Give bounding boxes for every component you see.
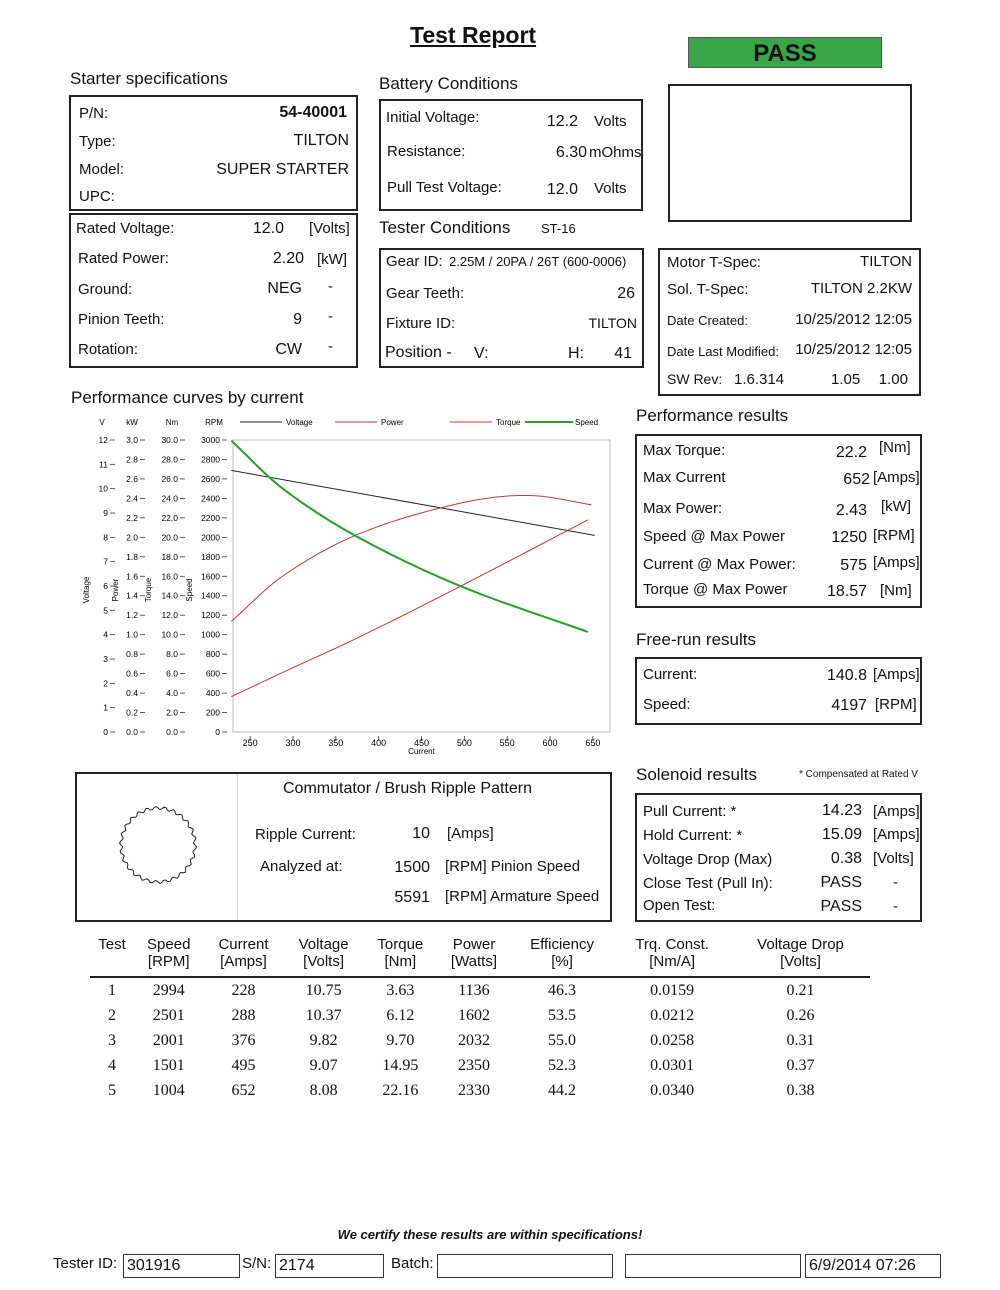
y-tick-label: 6 bbox=[103, 581, 108, 591]
rated-voltage-value: 12.0 bbox=[252, 220, 284, 237]
y-tick-label: 12.0 bbox=[161, 610, 178, 621]
freerun-speed-value: 4197 bbox=[831, 697, 867, 714]
y-tick-label: 2000 bbox=[201, 532, 220, 543]
y-tick-label: 4.0 bbox=[166, 688, 178, 699]
chart-heading: Performance curves by current bbox=[71, 388, 304, 407]
max-torque-value: 22.2 bbox=[835, 444, 867, 461]
table-cell: 0.38 bbox=[786, 1081, 815, 1099]
close-test-value: PASS bbox=[820, 874, 862, 891]
initial-voltage-label: Initial Voltage: bbox=[386, 109, 480, 126]
y-tick-label: 3 bbox=[103, 654, 108, 664]
table-cell: 0.26 bbox=[786, 1006, 815, 1024]
table-cell: 2 bbox=[108, 1006, 117, 1024]
y-tick-label: 11 bbox=[99, 459, 108, 470]
battery-heading: Battery Conditions bbox=[379, 74, 518, 93]
x-tick-label: 500 bbox=[456, 738, 472, 748]
open-test-value: PASS bbox=[820, 898, 862, 915]
table-cell: 1136 bbox=[458, 981, 490, 999]
pull-current-value: 14.23 bbox=[821, 802, 862, 819]
ripple-divider bbox=[237, 774, 238, 920]
legend-label-torque: Torque bbox=[496, 418, 521, 427]
axis-title: Speed bbox=[185, 578, 194, 602]
tester-id-field[interactable]: 301916 bbox=[123, 1254, 240, 1278]
open-test-unit: - bbox=[893, 898, 898, 915]
armature-speed-unit: [RPM] Armature Speed bbox=[445, 888, 600, 905]
ground-label: Ground: bbox=[78, 281, 133, 298]
table-cell: 10.37 bbox=[305, 1006, 342, 1024]
close-test-unit: - bbox=[893, 874, 898, 891]
resistance-value: 6.30 bbox=[555, 144, 587, 161]
table-cell: 2001 bbox=[152, 1031, 185, 1049]
date-created-label: Date Created: bbox=[667, 313, 748, 328]
type-value: TILTON bbox=[293, 132, 349, 149]
freerun-speed-label: Speed: bbox=[643, 696, 691, 713]
extra-field[interactable] bbox=[625, 1254, 801, 1278]
legend-label-speed: Speed bbox=[575, 418, 599, 427]
motor-box bbox=[658, 248, 921, 396]
table-cell: 1501 bbox=[152, 1056, 185, 1074]
freerun-heading: Free-run results bbox=[636, 630, 756, 649]
y-tick-label: 2.0 bbox=[166, 707, 178, 718]
y-tick-label: 1800 bbox=[201, 551, 220, 562]
perf-heading: Performance results bbox=[636, 406, 789, 425]
table-row bbox=[90, 1053, 870, 1078]
results-table bbox=[90, 934, 870, 1103]
series-line-voltage bbox=[231, 470, 594, 535]
freerun-speed-unit: [RPM] bbox=[875, 696, 917, 713]
batch-label: Batch: bbox=[391, 1255, 434, 1272]
table-cell: 0.0212 bbox=[650, 1006, 695, 1024]
position-v-label: V: bbox=[474, 345, 489, 362]
y-tick-label: 2.6 bbox=[126, 473, 138, 484]
y-tick-label: 0.4 bbox=[126, 688, 138, 699]
table-cell: 0.0340 bbox=[650, 1081, 695, 1099]
y-tick-label: 1 bbox=[103, 702, 108, 713]
table-cell: 2330 bbox=[457, 1081, 490, 1099]
y-tick-label: 1200 bbox=[201, 610, 220, 621]
table-cell: 9.82 bbox=[309, 1031, 338, 1049]
table-cell: 652 bbox=[231, 1081, 256, 1099]
max-torque-label: Max Torque: bbox=[643, 442, 726, 459]
motor-tspec-value: TILTON bbox=[860, 253, 912, 270]
pinion-speed-value: 1500 bbox=[394, 859, 430, 876]
max-current-unit: [Amps] bbox=[873, 469, 920, 486]
pull-voltage-label: Pull Test Voltage: bbox=[387, 179, 502, 196]
ripple-current-value: 10 bbox=[412, 825, 430, 842]
plot-area bbox=[233, 440, 610, 732]
series-line-torque bbox=[231, 520, 588, 697]
pinion-speed-unit: [RPM] Pinion Speed bbox=[445, 858, 581, 875]
pull-voltage-unit: Volts bbox=[594, 180, 627, 197]
legend-label-power: Power bbox=[381, 418, 404, 427]
ripple-pattern-graphic bbox=[115, 802, 201, 888]
axis-title: Power bbox=[111, 578, 120, 602]
close-test-label: Close Test (Pull In): bbox=[643, 875, 773, 892]
sw-rev-label: SW Rev: bbox=[667, 371, 723, 387]
sol-tspec-value: TILTON 2.2KW bbox=[810, 280, 912, 297]
motor-tspec-label: Motor T-Spec: bbox=[667, 254, 761, 271]
y-tick-label: 0.2 bbox=[126, 707, 138, 718]
y-tick-label: 4 bbox=[103, 629, 108, 640]
table-body bbox=[90, 977, 870, 1103]
series-line-speed bbox=[231, 441, 588, 632]
y-tick-label: 10 bbox=[98, 483, 108, 494]
rotation-unit: - bbox=[328, 338, 333, 355]
table-cell: 3.63 bbox=[386, 981, 415, 999]
x-axis-label: Current bbox=[408, 747, 435, 756]
gear-id-label: Gear ID: bbox=[386, 253, 443, 270]
max-power-label: Max Power: bbox=[643, 500, 723, 517]
y-tick-label: 200 bbox=[205, 707, 220, 718]
y-tick-label: 2 bbox=[103, 678, 108, 689]
y-tick-label: 2400 bbox=[201, 493, 220, 504]
table-cell: 10.75 bbox=[305, 981, 342, 999]
initial-voltage-value: 12.2 bbox=[546, 113, 578, 130]
y-tick-label: 6.0 bbox=[166, 668, 178, 679]
starter-box bbox=[69, 95, 358, 211]
table-cell: 6.12 bbox=[386, 1006, 415, 1024]
table-cell: 376 bbox=[231, 1031, 256, 1049]
model-label: Model: bbox=[79, 161, 125, 178]
table-cell: 1004 bbox=[152, 1081, 185, 1099]
table-cell: 2032 bbox=[457, 1031, 490, 1049]
current-max-power-label: Current @ Max Power: bbox=[643, 556, 796, 573]
torque-max-power-label: Torque @ Max Power bbox=[643, 581, 788, 598]
y-tick-label: 20.0 bbox=[161, 532, 178, 543]
table-header-0: Test bbox=[98, 936, 126, 953]
table-header-6: Efficiency [%] bbox=[530, 936, 594, 970]
max-power-value: 2.43 bbox=[835, 502, 867, 519]
axis-title: Torque bbox=[144, 577, 153, 603]
y-tick-label: 1.2 bbox=[126, 610, 138, 621]
table-cell: 0.0159 bbox=[650, 981, 695, 999]
hold-current-unit: [Amps] bbox=[873, 826, 920, 843]
pinion-value: 9 bbox=[293, 311, 302, 328]
x-tick-label: 550 bbox=[499, 738, 515, 748]
table-cell: 9.70 bbox=[386, 1031, 415, 1049]
table-row bbox=[90, 977, 870, 1003]
table-cell: 0.31 bbox=[786, 1031, 815, 1049]
y-tick-label: 2.2 bbox=[126, 512, 138, 523]
performance-chart bbox=[80, 410, 620, 760]
table-cell: 8.08 bbox=[309, 1081, 338, 1099]
table-row bbox=[90, 1078, 870, 1103]
speed-max-power-value: 1250 bbox=[831, 529, 867, 546]
gear-teeth-value: 26 bbox=[617, 285, 635, 302]
ripple-box bbox=[75, 772, 612, 922]
pass-badge: PASS bbox=[688, 37, 882, 68]
table-cell: 495 bbox=[231, 1056, 256, 1074]
axis-header: RPM bbox=[205, 418, 223, 427]
freerun-box bbox=[635, 657, 922, 725]
table-cell: 1 bbox=[108, 981, 117, 999]
y-tick-label: 2600 bbox=[201, 473, 220, 484]
resistance-unit: mOhms bbox=[589, 144, 642, 161]
current-max-power-value: 575 bbox=[840, 557, 867, 574]
y-tick-label: 1.6 bbox=[126, 571, 138, 582]
tester-heading: Tester Conditions bbox=[379, 218, 511, 237]
y-tick-label: 0 bbox=[103, 727, 108, 737]
series-line-power bbox=[231, 496, 591, 622]
fixture-value: TILTON bbox=[588, 315, 637, 331]
axis-header: kW bbox=[126, 418, 138, 427]
table-cell: 52.3 bbox=[548, 1056, 577, 1074]
y-tick-label: 26.0 bbox=[161, 473, 178, 484]
y-tick-label: 9 bbox=[103, 508, 108, 518]
x-tick-label: 300 bbox=[285, 738, 301, 748]
pinion-unit: - bbox=[328, 308, 333, 325]
table-header-1: Speed [RPM] bbox=[147, 936, 191, 970]
table-cell: 1602 bbox=[457, 1006, 490, 1024]
y-tick-label: 24.0 bbox=[161, 493, 178, 504]
position-label: Position - bbox=[385, 344, 452, 361]
perf-box bbox=[635, 434, 922, 608]
ripple-heading: Commutator / Brush Ripple Pattern bbox=[283, 780, 532, 797]
pull-voltage-value: 12.0 bbox=[546, 181, 578, 198]
pn-value: 54-40001 bbox=[279, 104, 347, 121]
starter-heading: Starter specifications bbox=[70, 69, 228, 88]
max-current-label: Max Current bbox=[643, 469, 726, 486]
current-max-power-unit: [Amps] bbox=[873, 554, 920, 571]
table-cell: 0.37 bbox=[786, 1056, 815, 1074]
y-tick-label: 10.0 bbox=[161, 629, 178, 640]
y-tick-label: 400 bbox=[205, 688, 220, 699]
voltage-drop-unit: [Volts] bbox=[873, 850, 914, 867]
y-tick-label: 0.0 bbox=[126, 727, 138, 737]
position-h-value: 41 bbox=[614, 345, 632, 362]
table-cell: 9.07 bbox=[309, 1056, 338, 1074]
battery-box bbox=[379, 99, 643, 211]
ground-value: NEG bbox=[267, 280, 302, 297]
y-tick-label: 16.0 bbox=[161, 571, 178, 582]
y-tick-label: 12 bbox=[98, 435, 108, 445]
rated-box bbox=[69, 213, 358, 368]
rated-voltage-unit: [Volts] bbox=[309, 220, 350, 237]
y-tick-label: 2.4 bbox=[126, 493, 138, 504]
rotation-value: CW bbox=[275, 341, 302, 358]
table-row bbox=[90, 1003, 870, 1028]
voltage-drop-value: 0.38 bbox=[830, 850, 862, 867]
y-tick-label: 5 bbox=[103, 605, 108, 616]
y-tick-label: 22.0 bbox=[161, 512, 178, 523]
x-tick-label: 350 bbox=[328, 738, 344, 748]
image-placeholder-box bbox=[668, 84, 912, 222]
pull-current-label: Pull Current: * bbox=[643, 803, 737, 820]
table-header-3: Voltage [Volts] bbox=[298, 936, 349, 970]
table-cell: 0.21 bbox=[786, 981, 815, 999]
y-tick-label: 14.0 bbox=[161, 590, 178, 601]
fixture-label: Fixture ID: bbox=[386, 315, 456, 332]
initial-voltage-unit: Volts bbox=[594, 113, 627, 130]
y-tick-label: 2.8 bbox=[126, 454, 138, 465]
date-modified-value: 10/25/2012 12:05 bbox=[795, 341, 912, 358]
table-row bbox=[90, 1028, 870, 1053]
table-header-7: Trq. Const. [Nm/A] bbox=[635, 936, 709, 970]
report-title: Test Report bbox=[410, 22, 537, 48]
solenoid-heading: Solenoid results bbox=[636, 765, 757, 784]
y-tick-label: 1.0 bbox=[126, 629, 138, 640]
y-tick-label: 1.4 bbox=[126, 590, 138, 601]
x-tick-label: 400 bbox=[371, 738, 387, 748]
datetime-field: 6/9/2014 07:26 bbox=[805, 1254, 941, 1278]
sol-tspec-label: Sol. T-Spec: bbox=[667, 281, 749, 298]
x-tick-label: 250 bbox=[242, 738, 258, 748]
y-tick-label: 1000 bbox=[201, 629, 220, 640]
date-created-value: 10/25/2012 12:05 bbox=[795, 311, 912, 328]
table-cell: 22.16 bbox=[382, 1081, 419, 1099]
rotation-label: Rotation: bbox=[78, 341, 139, 358]
sw-rev-value-2: 1.05 bbox=[831, 371, 861, 388]
max-torque-unit: [Nm] bbox=[879, 439, 911, 456]
table-header-row bbox=[90, 934, 870, 977]
torque-max-power-unit: [Nm] bbox=[880, 582, 912, 599]
sn-label: S/N: bbox=[242, 1255, 272, 1272]
y-tick-label: 600 bbox=[205, 668, 220, 679]
solenoid-note: * Compensated at Rated V bbox=[799, 769, 918, 780]
freerun-current-value: 140.8 bbox=[826, 667, 867, 684]
tester-box bbox=[379, 248, 644, 368]
type-label: Type: bbox=[79, 133, 116, 150]
y-tick-label: 1600 bbox=[201, 571, 220, 582]
table-cell: 0.0258 bbox=[650, 1031, 695, 1049]
gear-teeth-label: Gear Teeth: bbox=[386, 285, 465, 302]
table-cell: 53.5 bbox=[548, 1006, 577, 1024]
gear-id-value: 2.25M / 20PA / 26T (600-0006) bbox=[449, 254, 627, 269]
y-tick-label: 0.0 bbox=[166, 727, 178, 737]
pull-current-unit: [Amps] bbox=[873, 803, 920, 820]
table-cell: 2994 bbox=[152, 981, 185, 999]
rated-power-label: Rated Power: bbox=[78, 250, 169, 267]
table-cell: 4 bbox=[108, 1056, 117, 1074]
table-cell: 228 bbox=[231, 981, 256, 999]
y-tick-label: 7 bbox=[103, 556, 108, 567]
table-cell: 46.3 bbox=[548, 981, 577, 999]
position-h-label: H: bbox=[568, 345, 584, 362]
axis-header: Nm bbox=[165, 418, 179, 427]
hold-current-label: Hold Current: * bbox=[643, 827, 743, 844]
pn-label: P/N: bbox=[79, 105, 109, 122]
legend-label-voltage: Voltage bbox=[286, 418, 313, 427]
sw-rev-value-3: 1.00 bbox=[878, 371, 908, 388]
freerun-current-label: Current: bbox=[643, 666, 698, 683]
torque-max-power-value: 18.57 bbox=[826, 583, 867, 600]
table-cell: 14.95 bbox=[382, 1056, 419, 1074]
y-tick-label: 2200 bbox=[201, 512, 220, 523]
axis-title: Voltage bbox=[82, 576, 91, 604]
y-tick-label: 0.6 bbox=[126, 668, 138, 679]
speed-max-power-label: Speed @ Max Power bbox=[643, 528, 785, 545]
table-header-2: Current [Amps] bbox=[218, 936, 269, 970]
date-modified-label: Date Last Modified: bbox=[667, 344, 780, 359]
pinion-label: Pinion Teeth: bbox=[78, 311, 165, 328]
max-current-value: 652 bbox=[843, 471, 870, 488]
y-tick-label: 0.8 bbox=[126, 649, 138, 660]
speed-max-power-unit: [RPM] bbox=[873, 527, 915, 544]
table-cell: 5 bbox=[108, 1081, 117, 1099]
tester-code: ST-16 bbox=[541, 221, 576, 236]
table-header-5: Power [Watts] bbox=[450, 936, 498, 970]
certify-statement: We certify these results are within specifications! bbox=[337, 1227, 643, 1242]
sn-field[interactable]: 2174 bbox=[275, 1254, 384, 1278]
x-tick-label: 450 bbox=[413, 738, 430, 748]
table-cell: 0.0301 bbox=[650, 1056, 695, 1074]
armature-speed-value: 5591 bbox=[394, 889, 430, 906]
voltage-drop-label: Voltage Drop (Max) bbox=[643, 851, 773, 868]
rated-voltage-label: Rated Voltage: bbox=[76, 220, 175, 237]
y-tick-label: 0 bbox=[215, 727, 220, 737]
model-value: SUPER STARTER bbox=[216, 161, 349, 178]
x-tick-label: 650 bbox=[585, 738, 601, 748]
table-cell: 288 bbox=[231, 1006, 256, 1024]
y-tick-label: 2.0 bbox=[126, 532, 138, 543]
ripple-current-label: Ripple Current: bbox=[255, 826, 356, 843]
y-tick-label: 3000 bbox=[201, 435, 220, 445]
x-tick-label: 600 bbox=[542, 738, 558, 748]
y-tick-label: 8.0 bbox=[166, 649, 178, 660]
y-tick-label: 3.0 bbox=[126, 435, 138, 445]
hold-current-value: 15.09 bbox=[821, 826, 862, 843]
sw-rev-value: 1.6.314 bbox=[734, 371, 785, 388]
y-tick-label: 30.0 bbox=[161, 435, 178, 445]
table-cell: 3 bbox=[108, 1031, 117, 1049]
y-tick-label: 1400 bbox=[201, 590, 220, 601]
table-cell: 44.2 bbox=[548, 1081, 577, 1099]
table-header-4: Torque [Nm] bbox=[377, 936, 424, 970]
solenoid-box bbox=[635, 793, 922, 922]
y-tick-label: 18.0 bbox=[161, 551, 178, 562]
y-tick-label: 28.0 bbox=[161, 454, 178, 465]
upc-label: UPC: bbox=[79, 188, 115, 205]
table-cell: 2501 bbox=[152, 1006, 185, 1024]
analyzed-label: Analyzed at: bbox=[260, 858, 343, 875]
ground-unit: - bbox=[328, 278, 333, 295]
table-cell: 2350 bbox=[457, 1056, 490, 1074]
table-cell: 55.0 bbox=[548, 1031, 577, 1049]
rated-power-value: 2.20 bbox=[272, 250, 304, 267]
batch-field[interactable] bbox=[437, 1254, 613, 1278]
y-tick-label: 2800 bbox=[201, 454, 220, 465]
rated-power-unit: [kW] bbox=[317, 251, 347, 268]
tester-id-label: Tester ID: bbox=[53, 1255, 118, 1272]
freerun-current-unit: [Amps] bbox=[873, 666, 920, 683]
y-tick-label: 8 bbox=[103, 532, 108, 543]
y-tick-label: 1.8 bbox=[126, 551, 138, 562]
resistance-label: Resistance: bbox=[387, 143, 466, 160]
max-power-unit: [kW] bbox=[881, 498, 911, 515]
table-header-8: Voltage Drop [Volts] bbox=[757, 936, 844, 970]
axis-header: V bbox=[99, 418, 105, 427]
ripple-current-unit: [Amps] bbox=[447, 825, 494, 842]
y-tick-label: 800 bbox=[205, 649, 220, 660]
open-test-label: Open Test: bbox=[643, 897, 716, 914]
